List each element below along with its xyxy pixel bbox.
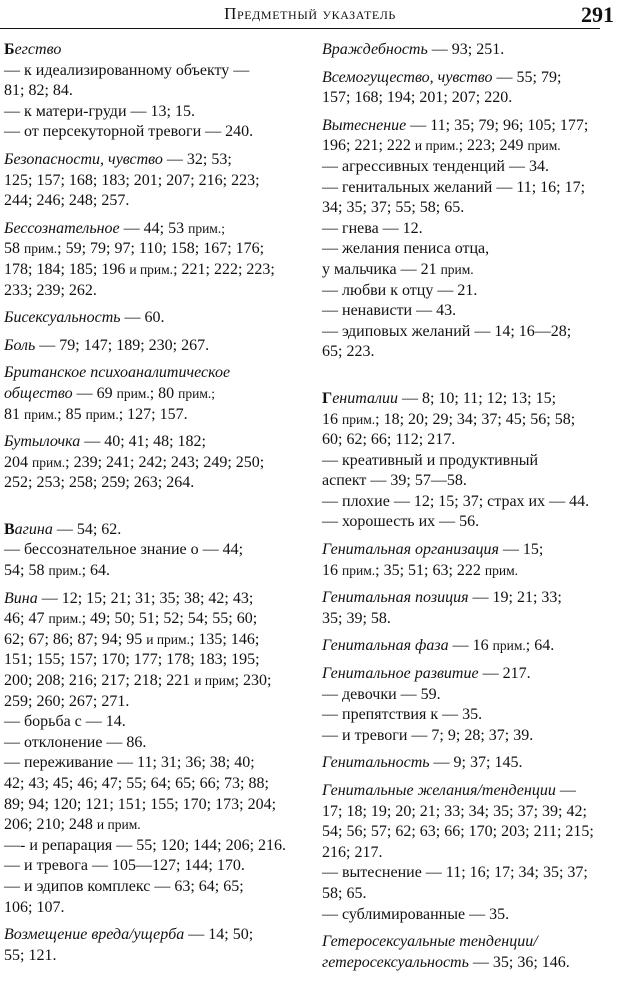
index-entry [4, 925, 299, 966]
index-term: Генитальная организация [322, 541, 499, 559]
index-text: 252; 253; 258; 259; 263; 264. [4, 474, 195, 492]
index-line [4, 363, 299, 384]
index-note: прим.; [188, 220, 225, 236]
index-text: 259; 260; 267; 271. [4, 692, 130, 710]
index-term: Генитальная позиция [322, 589, 469, 607]
index-line [4, 473, 299, 494]
index-line [322, 822, 617, 843]
index-text: — 35; 36; 146. [468, 953, 570, 971]
index-text: — 44; 53 [119, 219, 189, 237]
index-line [4, 671, 299, 692]
index-line [4, 856, 299, 877]
index-note: прим. [527, 138, 561, 154]
index-text: 204 [4, 453, 32, 471]
index-note: прим. [48, 611, 82, 627]
index-text: 106; 107. [4, 898, 65, 916]
index-text: — 14; 50; [184, 926, 254, 944]
page-number: 291 [581, 2, 614, 27]
index-note: прим. [484, 562, 519, 578]
index-text: 89; 94; 120; 121; 151; 155; 170; 173; 204; [4, 795, 277, 813]
index-entry [322, 40, 617, 61]
index-term: Генитальное развитие [322, 665, 479, 683]
header-rule [0, 28, 600, 29]
index-entry [322, 116, 617, 363]
index-text: 196; 221; 222 [322, 137, 415, 155]
index-line [4, 432, 299, 453]
index-line [322, 342, 617, 363]
index-entry [4, 219, 299, 301]
index-line [322, 726, 617, 747]
running-title: Предметный указатель [224, 4, 396, 23]
index-line [322, 116, 617, 137]
index-line [4, 795, 299, 816]
index-term: общество [4, 384, 73, 402]
index-text: ; 239; 241; 242; 243; 249; 250; [65, 453, 265, 471]
index-text: 216; 217. [322, 843, 383, 861]
index-text: ; 127; 157. [118, 405, 188, 423]
index-term: Гетеросексуальные тенденции/ [322, 933, 538, 951]
index-text: 16 [322, 410, 342, 428]
index-text: — [555, 782, 576, 799]
index-line [322, 178, 617, 199]
index-text: 17; 18; 19; 20; 21; 33; 34; 35; 37; 39; 42; [322, 802, 587, 820]
index-text: — 11; 35; 79; 96; 105; 177; [406, 116, 589, 134]
index-note: прим. [342, 562, 376, 578]
index-text: —- и репарация — 55; 120; 144; 206; 216. [4, 836, 287, 854]
index-line [322, 471, 617, 492]
index-line [4, 561, 299, 582]
index-note: прим. [342, 411, 376, 427]
index-text: — 16 [448, 637, 493, 655]
index-text: 42; 43; 45; 46; 47; 55; 64; 65; 66; 73; 88; [4, 775, 269, 792]
index-text: 233; 239; 262. [4, 281, 97, 299]
index-note: прим. [492, 638, 526, 654]
index-line [322, 157, 617, 178]
index-term: Британское психоаналитическое [4, 364, 231, 382]
index-note: прим.; [178, 385, 216, 401]
index-text: — плохие — 12; 15; 37; страх их — 44. [322, 492, 590, 510]
index-text: 125; 157; 168; 183; 201; 207; 216; 223; [4, 171, 260, 189]
index-text: — 54; 62. [52, 520, 122, 538]
index-text: — к идеализированному объекту — [4, 61, 250, 79]
index-text: ; 35; 51; 63; 222 [375, 561, 485, 579]
index-text: — и эдипов комплекс — 63; 64; 65; [4, 877, 244, 895]
index-term: Бессознательное [4, 219, 120, 237]
index-text: 58; 65. [322, 884, 367, 902]
index-line [322, 561, 617, 582]
index-line [322, 884, 617, 905]
index-line [322, 540, 617, 561]
index-line [322, 664, 617, 685]
index-line [322, 705, 617, 726]
index-text: 206; 210; 248 [4, 816, 97, 834]
index-term: Вытеснение [322, 116, 407, 134]
index-line [4, 281, 299, 302]
index-line [322, 322, 617, 343]
index-text: 16 [322, 561, 342, 579]
index-note: прим. [24, 241, 58, 257]
index-line [322, 281, 617, 302]
index-term: Генитальная фаза [322, 637, 449, 655]
index-text: у мальчика — 21 [322, 260, 441, 278]
index-term: гетеросексуальность [322, 953, 469, 971]
index-entry [4, 150, 299, 212]
index-text: — 12; 15; 21; 31; 35; 38; 42; 43; [37, 589, 254, 607]
index-line [322, 492, 617, 513]
index-line [322, 863, 617, 884]
index-line [4, 102, 299, 123]
index-line [4, 405, 299, 426]
index-line [4, 650, 299, 671]
index-line [4, 877, 299, 898]
index-text: 81; 82; 84. [4, 82, 73, 100]
index-line [4, 836, 299, 857]
index-entry [322, 664, 617, 746]
index-text: 54; 56; 57; 62; 63; 66; 170; 203; 211; 215; [322, 823, 594, 841]
index-term: Вина [4, 589, 38, 607]
index-line [4, 520, 299, 541]
index-text: — хорошесть их — 56. [322, 513, 480, 531]
index-line [322, 260, 617, 281]
index-note: прим. [440, 261, 474, 277]
index-text: — от персекуторной тревоги — 240. [4, 123, 254, 141]
index-text: — девочки — 59. [322, 685, 441, 703]
index-line [322, 843, 617, 864]
index-line [4, 589, 299, 610]
index-line [4, 733, 299, 754]
index-line [322, 301, 617, 322]
index-line [4, 260, 299, 281]
index-text: — препятствия к — 35. [322, 706, 483, 724]
index-entry [322, 389, 617, 533]
index-text: 60; 62; 66; 112; 217. [322, 431, 456, 449]
index-line [322, 609, 617, 630]
index-line [4, 171, 299, 192]
index-text: — агрессивных тенденций — 34. [322, 157, 549, 175]
index-entry [4, 363, 299, 425]
index-term: егство [14, 41, 62, 58]
index-entry [322, 781, 617, 925]
index-text: — вытеснение — 11; 16; 17; 34; 35; 37; [322, 864, 588, 882]
index-line [4, 898, 299, 919]
index-entry [4, 589, 299, 919]
index-text: — 79; 147; 189; 230; 267. [35, 336, 210, 354]
index-text: ; 18; 20; 29; 34; 37; 45; 56; 58; [375, 410, 576, 428]
index-line [322, 40, 617, 61]
index-text: — эдиповых желаний — 14; 16—28; [322, 322, 572, 340]
index-line [322, 905, 617, 926]
index-note: прим. [85, 406, 119, 422]
index-term: Безопасности, чувство [4, 150, 163, 168]
index-text: ; 80 [149, 384, 179, 402]
index-note: прим. [32, 454, 66, 470]
index-line [4, 609, 299, 630]
index-text: — и тревога — 105—127; 144; 170. [4, 857, 245, 875]
index-line [4, 630, 299, 651]
index-entry [4, 520, 299, 582]
index-text: — 60. [120, 309, 165, 327]
index-line [322, 198, 617, 219]
index-text: — креативный и продуктивный [322, 451, 539, 469]
index-text: — 8; 10; 11; 12; 13; 15; [397, 389, 557, 407]
index-entry [4, 40, 299, 143]
index-line [4, 540, 299, 561]
index-text: — 55; 79; [492, 68, 562, 86]
index-line [322, 588, 617, 609]
index-line [322, 451, 617, 472]
index-line [322, 802, 617, 823]
index-entry [4, 432, 299, 494]
index-text: 46; 47 [4, 610, 49, 628]
index-line [4, 219, 299, 240]
index-note: и прим. [146, 631, 190, 647]
index-text: 200; 208; 216; 217; 218; 221 [4, 672, 195, 690]
index-entry [322, 753, 617, 774]
index-text: 65; 223. [322, 343, 375, 361]
index-line [4, 925, 299, 946]
index-text: ; 64. [81, 562, 111, 580]
index-line [4, 239, 299, 260]
index-line [4, 308, 299, 329]
index-text: — гнева — 12. [322, 219, 423, 237]
index-text: ; 230; [234, 672, 272, 690]
index-entry [322, 68, 617, 109]
index-line [4, 191, 299, 212]
index-line [4, 81, 299, 102]
index-text: 81 [4, 405, 24, 423]
index-text: 58 [4, 240, 24, 258]
index-line [322, 68, 617, 89]
index-text: ; 49; 50; 51; 52; 54; 55; 60; [81, 610, 258, 628]
index-note: прим. [48, 563, 82, 579]
index-note: и прим. [414, 138, 459, 154]
index-line [322, 389, 617, 410]
index-entry [322, 540, 617, 581]
index-text: — 93; 251. [427, 41, 505, 58]
index-term: Боль [4, 336, 36, 354]
index-line [4, 815, 299, 836]
index-line [4, 712, 299, 733]
index-entry [322, 588, 617, 629]
index-text: аспект — 39; 57—58. [322, 472, 467, 490]
index-note: и прим. [129, 261, 174, 277]
index-column-right [322, 40, 617, 980]
index-line [4, 122, 299, 143]
index-text: — сублимированные — 35. [322, 905, 510, 923]
index-line [4, 774, 299, 795]
index-term: Бисексуальность [4, 309, 121, 327]
index-line [322, 953, 617, 974]
index-entry [322, 932, 617, 973]
index-column-left [4, 40, 299, 973]
index-line [4, 150, 299, 171]
index-term: Всемогущество, чувство [322, 68, 493, 86]
index-text: ; 223; 249 [458, 137, 528, 155]
index-text: — ненависти — 43. [322, 302, 457, 320]
index-line [322, 88, 617, 109]
index-note: и прим [194, 673, 235, 689]
index-line [4, 40, 299, 61]
index-line [322, 512, 617, 533]
index-note: прим. [116, 385, 150, 401]
index-line [322, 636, 617, 657]
index-term: Враждебность [322, 41, 428, 58]
index-term: Генитальность [322, 754, 430, 772]
index-text: — 217. [478, 665, 531, 683]
index-text: 178; 184; 185; 196 [4, 260, 130, 278]
index-text: — генитальных желаний — 11; 16; 17; [322, 178, 586, 196]
index-line [4, 753, 299, 774]
index-text: ; 221; 222; 223; [173, 260, 275, 278]
index-initial-letter: В [4, 520, 15, 538]
index-initial-letter: Б [4, 41, 15, 58]
index-text: — переживание — 11; 31; 36; 38; 40; [4, 754, 255, 772]
index-text: ; 59; 79; 97; 110; 158; 167; 176; [57, 240, 265, 258]
index-term: ениталии [332, 389, 398, 407]
index-text: — любви к отцу — 21. [322, 281, 478, 299]
index-line [322, 430, 617, 451]
index-term: Генитальные желания/тенденции [322, 782, 556, 799]
page-header [0, 0, 620, 34]
index-note: прим. [24, 406, 58, 422]
index-text: 151; 155; 157; 170; 177; 178; 183; 195; [4, 651, 260, 669]
index-text: — и тревоги — 7; 9; 28; 37; 39. [322, 726, 534, 744]
index-line [4, 384, 299, 405]
index-line [322, 753, 617, 774]
index-entry [4, 308, 299, 329]
index-text: 157; 168; 194; 201; 207; 220. [322, 89, 513, 107]
index-line [4, 336, 299, 357]
index-note: и прим. [96, 817, 141, 833]
index-text: ; 135; 146; [189, 630, 260, 648]
index-text: — 32; 53; [162, 150, 232, 168]
index-text: — 19; 21; 33; [468, 589, 562, 607]
index-line [4, 453, 299, 474]
index-line [322, 219, 617, 240]
index-text: — 69 [72, 384, 117, 402]
index-text: — отклонение — 86. [4, 733, 147, 751]
index-line [322, 685, 617, 706]
index-term: агина [14, 520, 53, 538]
index-line [322, 410, 617, 431]
index-text: 55; 121. [4, 946, 57, 964]
index-text: — 15; [498, 541, 544, 559]
index-line [4, 946, 299, 967]
index-text: ; 85 [57, 405, 86, 423]
index-text: — желания пениса отца, [322, 240, 490, 258]
index-initial-letter: Г [322, 389, 333, 407]
index-line [4, 692, 299, 713]
index-term: Возмещение вреда/ущерба [4, 926, 185, 944]
index-line [322, 781, 617, 802]
index-text: 62; 67; 86; 87; 94; 95 [4, 630, 147, 648]
index-term: Бутылочка [4, 433, 81, 451]
index-entry [322, 636, 617, 657]
index-text: 54; 58 [4, 562, 49, 580]
index-text: 34; 35; 37; 55; 58; 65. [322, 199, 465, 217]
index-text: — к матери-груди — 13; 15. [4, 102, 195, 120]
index-text: — борьба с — 14. [4, 713, 126, 731]
index-text: ; 64. [525, 637, 555, 655]
index-text: — 40; 41; 48; 182; [80, 433, 206, 451]
index-text: 35; 39; 58. [322, 609, 391, 627]
index-entry [4, 336, 299, 357]
index-text: — бессознательное знание о — 44; [4, 541, 244, 559]
index-text: — 9; 37; 145. [429, 754, 523, 772]
index-line [4, 61, 299, 82]
index-line [322, 136, 617, 157]
index-text: 244; 246; 248; 257. [4, 192, 130, 210]
index-line [322, 239, 617, 260]
index-line [322, 932, 617, 953]
